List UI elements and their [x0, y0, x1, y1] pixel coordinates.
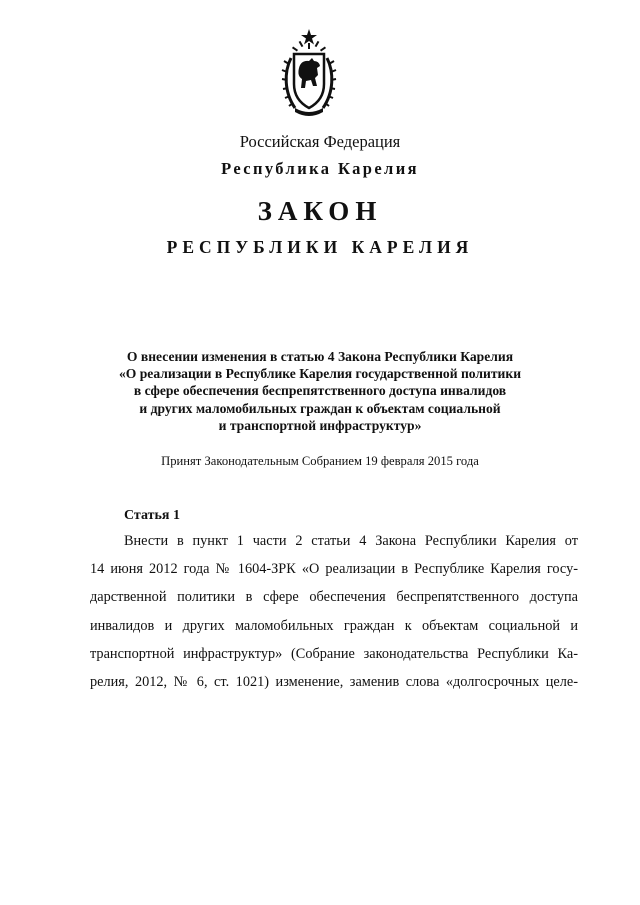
article-line: 14 июня 2012 года № 1604-ЗРК «О реализации в Республике Карелия госу- [90, 561, 578, 578]
article-line: инвалидов и других маломобильных граждан к объектам социальной и [90, 617, 578, 634]
law-title [0, 348, 640, 434]
article-line: Внести в пункт 1 части 2 статьи 4 Закона Республики Карелия от [124, 533, 578, 549]
article-line: дарственной политики в сфере обеспечения беспрепятственного доступа [90, 589, 578, 606]
republic-name: Республика Карелия [221, 159, 419, 178]
country-name: Российская Федерация [239, 132, 401, 151]
karelia-coat-of-arms-icon [281, 28, 337, 120]
law-title-line: «О реализации в Республике Карелия государственной политики [118, 366, 522, 382]
document-type: ЗАКОН [257, 196, 383, 226]
article-body [90, 527, 578, 696]
article-heading: Статья 1 [124, 508, 180, 523]
document-issuer: РЕСПУБЛИКИ КАРЕЛИЯ [166, 237, 474, 257]
law-title-line: и других маломобильных граждан к объектам социальной [139, 400, 501, 416]
law-title-line: О внесении изменения в статью 4 Закона Республики Карелия [126, 349, 514, 364]
article-line: транспортной инфраструктур» (Собрание законодательства Республики Ка- [90, 645, 578, 662]
law-title-line: в сфере обеспечения беспрепятственного доступа инвалидов [133, 383, 507, 399]
article-line: релия, 2012, № 6, ст. 1021) изменение, заменив слова «долгосрочных целе- [90, 674, 578, 691]
law-title-line: и транспортной инфраструктур» [218, 417, 422, 433]
adoption-date: Принят Законодательным Собранием 19 февраля 2015 года [161, 454, 479, 468]
